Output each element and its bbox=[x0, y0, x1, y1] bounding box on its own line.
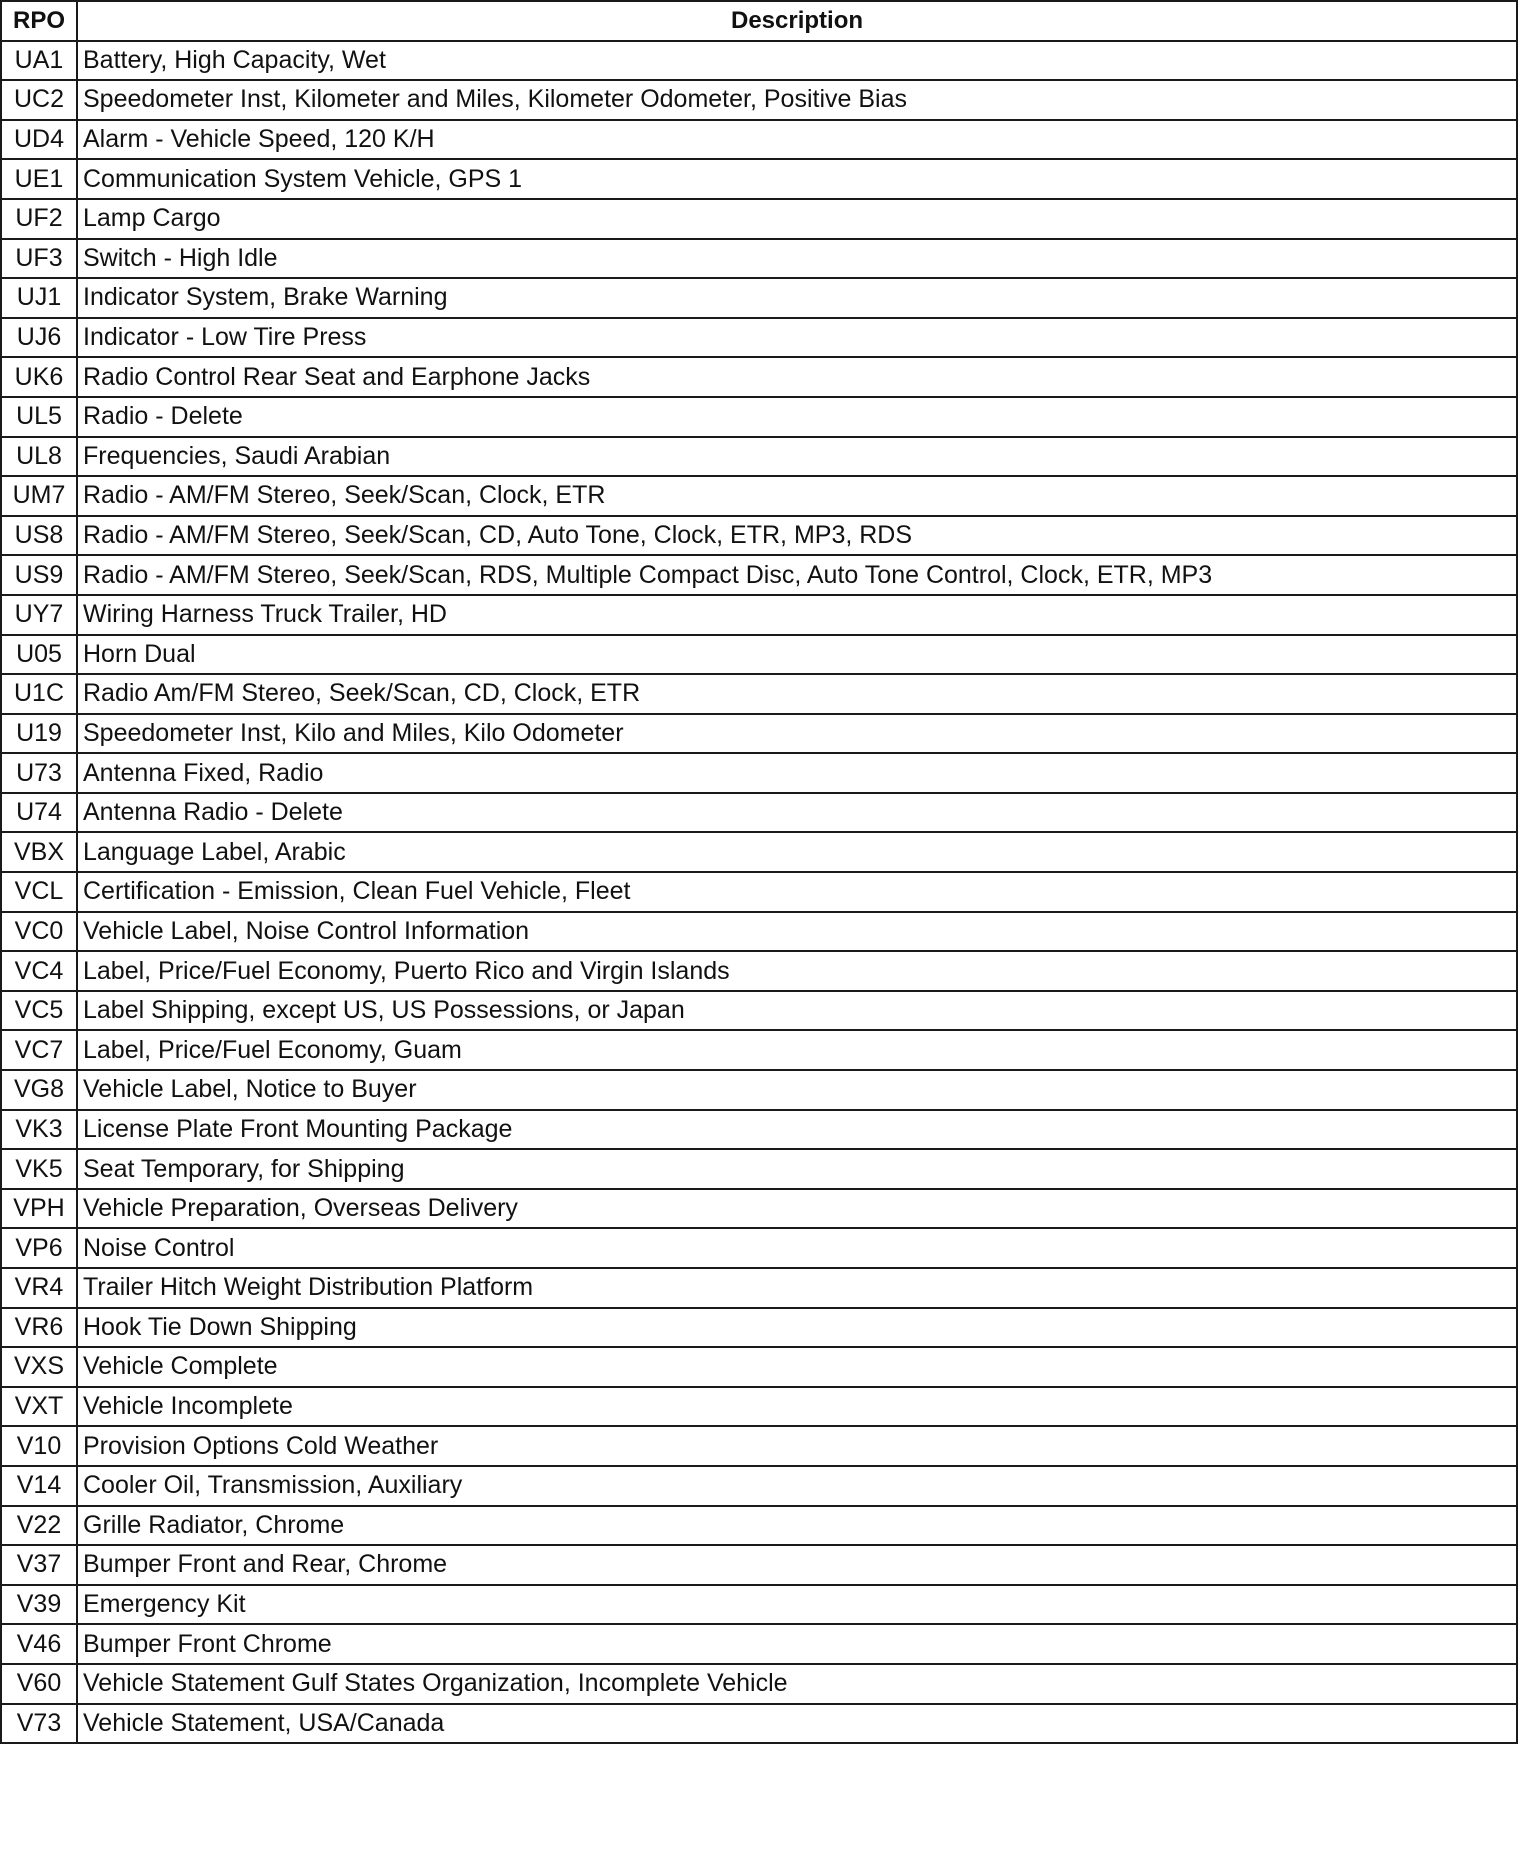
table-row bbox=[1, 793, 1517, 833]
description-cell: Hook Tie Down Shipping bbox=[77, 1308, 1517, 1348]
description-cell: Language Label, Arabic bbox=[77, 832, 1517, 872]
table-row bbox=[1, 1347, 1517, 1387]
rpo-code-cell: V22 bbox=[1, 1506, 77, 1546]
rpo-code-cell: UA1 bbox=[1, 41, 77, 81]
description-cell: Lamp Cargo bbox=[77, 199, 1517, 239]
description-cell: Label, Price/Fuel Economy, Guam bbox=[77, 1030, 1517, 1070]
description-cell: Vehicle Label, Noise Control Information bbox=[77, 912, 1517, 952]
table-body bbox=[1, 41, 1517, 1744]
rpo-code-cell: VXS bbox=[1, 1347, 77, 1387]
description-cell: License Plate Front Mounting Package bbox=[77, 1110, 1517, 1150]
rpo-code-cell: VK5 bbox=[1, 1149, 77, 1189]
table-row bbox=[1, 41, 1517, 81]
description-cell: Grille Radiator, Chrome bbox=[77, 1506, 1517, 1546]
description-cell: Emergency Kit bbox=[77, 1585, 1517, 1625]
table-row bbox=[1, 635, 1517, 675]
description-cell: Seat Temporary, for Shipping bbox=[77, 1149, 1517, 1189]
rpo-code-cell: VR6 bbox=[1, 1308, 77, 1348]
description-cell: Radio Am/FM Stereo, Seek/Scan, CD, Clock, ETR bbox=[77, 674, 1517, 714]
table-row bbox=[1, 912, 1517, 952]
table-row bbox=[1, 1110, 1517, 1150]
rpo-code-cell: UJ1 bbox=[1, 278, 77, 318]
description-cell: Radio - Delete bbox=[77, 397, 1517, 437]
description-cell: Radio Control Rear Seat and Earphone Jacks bbox=[77, 357, 1517, 397]
rpo-code-cell: VBX bbox=[1, 832, 77, 872]
rpo-code-cell: V73 bbox=[1, 1704, 77, 1744]
description-cell: Vehicle Incomplete bbox=[77, 1387, 1517, 1427]
table-row bbox=[1, 832, 1517, 872]
description-cell: Horn Dual bbox=[77, 635, 1517, 675]
table-row bbox=[1, 516, 1517, 556]
table-row bbox=[1, 199, 1517, 239]
table-row bbox=[1, 595, 1517, 635]
description-cell: Label, Price/Fuel Economy, Puerto Rico and Virgin Islands bbox=[77, 951, 1517, 991]
rpo-code-cell: UL8 bbox=[1, 437, 77, 477]
description-cell: Vehicle Statement, USA/Canada bbox=[77, 1704, 1517, 1744]
table-row bbox=[1, 278, 1517, 318]
table-row bbox=[1, 159, 1517, 199]
description-cell: Battery, High Capacity, Wet bbox=[77, 41, 1517, 81]
table-row bbox=[1, 476, 1517, 516]
description-cell: Wiring Harness Truck Trailer, HD bbox=[77, 595, 1517, 635]
description-cell: Vehicle Complete bbox=[77, 1347, 1517, 1387]
table-row bbox=[1, 1070, 1517, 1110]
rpo-code-cell: VP6 bbox=[1, 1228, 77, 1268]
table-row bbox=[1, 1308, 1517, 1348]
table-row bbox=[1, 1466, 1517, 1506]
table-row bbox=[1, 80, 1517, 120]
description-cell: Vehicle Label, Notice to Buyer bbox=[77, 1070, 1517, 1110]
table-row bbox=[1, 1704, 1517, 1744]
rpo-code-cell: VC5 bbox=[1, 991, 77, 1031]
description-cell: Switch - High Idle bbox=[77, 239, 1517, 279]
description-cell: Communication System Vehicle, GPS 1 bbox=[77, 159, 1517, 199]
table-row bbox=[1, 1387, 1517, 1427]
rpo-code-cell: UY7 bbox=[1, 595, 77, 635]
rpo-code-cell: U05 bbox=[1, 635, 77, 675]
rpo-code-cell: U74 bbox=[1, 793, 77, 833]
description-cell: Certification - Emission, Clean Fuel Vehicle, Fleet bbox=[77, 872, 1517, 912]
description-column-header: Description bbox=[77, 1, 1517, 41]
rpo-code-cell: US9 bbox=[1, 555, 77, 595]
table-row bbox=[1, 437, 1517, 477]
table-row bbox=[1, 1189, 1517, 1229]
table-row bbox=[1, 951, 1517, 991]
description-cell: Noise Control bbox=[77, 1228, 1517, 1268]
rpo-code-cell: UE1 bbox=[1, 159, 77, 199]
description-cell: Alarm - Vehicle Speed, 120 K/H bbox=[77, 120, 1517, 160]
table-row bbox=[1, 1545, 1517, 1585]
rpo-code-cell: UC2 bbox=[1, 80, 77, 120]
rpo-code-cell: V39 bbox=[1, 1585, 77, 1625]
rpo-code-cell: UL5 bbox=[1, 397, 77, 437]
description-cell: Speedometer Inst, Kilo and Miles, Kilo Odometer bbox=[77, 714, 1517, 754]
description-cell: Antenna Radio - Delete bbox=[77, 793, 1517, 833]
rpo-code-cell: U73 bbox=[1, 753, 77, 793]
description-cell: Frequencies, Saudi Arabian bbox=[77, 437, 1517, 477]
rpo-column-header: RPO bbox=[1, 1, 77, 41]
table-row bbox=[1, 674, 1517, 714]
table-row bbox=[1, 872, 1517, 912]
rpo-code-cell: VR4 bbox=[1, 1268, 77, 1308]
rpo-code-cell: VK3 bbox=[1, 1110, 77, 1150]
rpo-code-cell: VC4 bbox=[1, 951, 77, 991]
rpo-code-cell: VCL bbox=[1, 872, 77, 912]
description-cell: Radio - AM/FM Stereo, Seek/Scan, Clock, ETR bbox=[77, 476, 1517, 516]
description-cell: Vehicle Preparation, Overseas Delivery bbox=[77, 1189, 1517, 1229]
table-row bbox=[1, 555, 1517, 595]
description-cell: Radio - AM/FM Stereo, Seek/Scan, CD, Auto Tone, Clock, ETR, MP3, RDS bbox=[77, 516, 1517, 556]
rpo-code-cell: UF2 bbox=[1, 199, 77, 239]
description-cell: Cooler Oil, Transmission, Auxiliary bbox=[77, 1466, 1517, 1506]
rpo-code-cell: V14 bbox=[1, 1466, 77, 1506]
rpo-code-cell: US8 bbox=[1, 516, 77, 556]
rpo-code-cell: U19 bbox=[1, 714, 77, 754]
table-row bbox=[1, 239, 1517, 279]
rpo-code-cell: U1C bbox=[1, 674, 77, 714]
description-cell: Label Shipping, except US, US Possessions, or Japan bbox=[77, 991, 1517, 1031]
table-row bbox=[1, 1426, 1517, 1466]
rpo-code-cell: VPH bbox=[1, 1189, 77, 1229]
rpo-code-cell: VG8 bbox=[1, 1070, 77, 1110]
rpo-code-cell: UF3 bbox=[1, 239, 77, 279]
table-row bbox=[1, 120, 1517, 160]
description-cell: Trailer Hitch Weight Distribution Platform bbox=[77, 1268, 1517, 1308]
rpo-code-cell: V46 bbox=[1, 1624, 77, 1664]
rpo-code-cell: UJ6 bbox=[1, 318, 77, 358]
table-row bbox=[1, 1506, 1517, 1546]
rpo-code-cell: UM7 bbox=[1, 476, 77, 516]
table-row bbox=[1, 397, 1517, 437]
description-cell: Radio - AM/FM Stereo, Seek/Scan, RDS, Multiple Compact Disc, Auto Tone Control, Clock, ETR, MP3 bbox=[77, 555, 1517, 595]
rpo-code-cell: V60 bbox=[1, 1664, 77, 1704]
table-row bbox=[1, 714, 1517, 754]
description-cell: Vehicle Statement Gulf States Organization, Incomplete Vehicle bbox=[77, 1664, 1517, 1704]
rpo-code-cell: V37 bbox=[1, 1545, 77, 1585]
table-row bbox=[1, 991, 1517, 1031]
table-row bbox=[1, 1624, 1517, 1664]
rpo-code-cell: VC7 bbox=[1, 1030, 77, 1070]
description-cell: Provision Options Cold Weather bbox=[77, 1426, 1517, 1466]
description-cell: Indicator System, Brake Warning bbox=[77, 278, 1517, 318]
description-cell: Speedometer Inst, Kilometer and Miles, Kilometer Odometer, Positive Bias bbox=[77, 80, 1517, 120]
rpo-code-cell: V10 bbox=[1, 1426, 77, 1466]
rpo-code-cell: UK6 bbox=[1, 357, 77, 397]
table-row bbox=[1, 753, 1517, 793]
description-cell: Indicator - Low Tire Press bbox=[77, 318, 1517, 358]
rpo-code-cell: UD4 bbox=[1, 120, 77, 160]
table-header bbox=[1, 1, 1517, 41]
table-row bbox=[1, 318, 1517, 358]
rpo-code-cell: VC0 bbox=[1, 912, 77, 952]
description-cell: Bumper Front Chrome bbox=[77, 1624, 1517, 1664]
table-row bbox=[1, 1030, 1517, 1070]
header-row bbox=[1, 1, 1517, 41]
table-row bbox=[1, 1149, 1517, 1189]
table-row bbox=[1, 1268, 1517, 1308]
rpo-code-cell: VXT bbox=[1, 1387, 77, 1427]
table-row bbox=[1, 1228, 1517, 1268]
description-cell: Antenna Fixed, Radio bbox=[77, 753, 1517, 793]
description-cell: Bumper Front and Rear, Chrome bbox=[77, 1545, 1517, 1585]
table-row bbox=[1, 357, 1517, 397]
table-row bbox=[1, 1585, 1517, 1625]
table-row bbox=[1, 1664, 1517, 1704]
